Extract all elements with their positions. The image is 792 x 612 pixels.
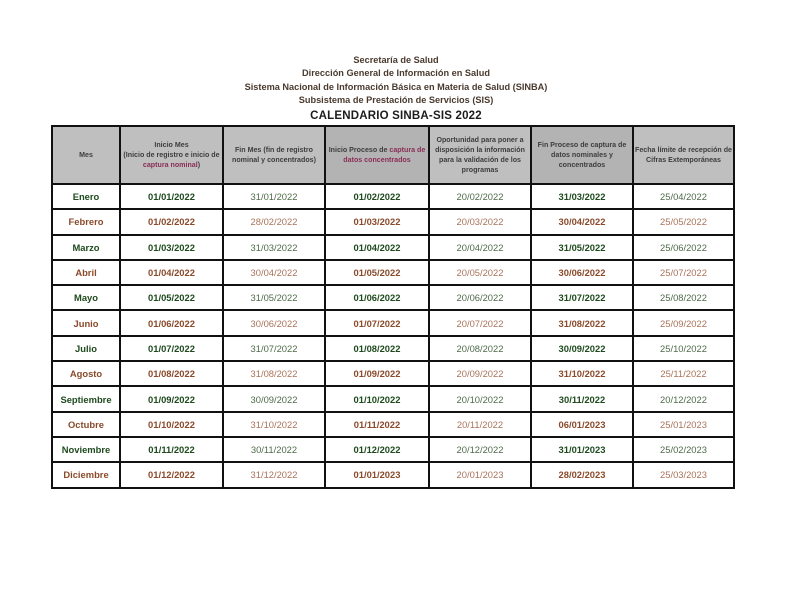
col-header-fin-proceso: Fin Proceso de captura de datos nominales y concentrados [531, 126, 633, 184]
cell-inicio-mes: 01/09/2022 [120, 386, 223, 411]
cell-fin-proceso: 31/10/2022 [531, 361, 633, 386]
table-row [52, 209, 734, 234]
cell-fecha-limite: 25/07/2022 [633, 260, 734, 285]
cell-oportunidad: 20/09/2022 [429, 361, 531, 386]
cell-oportunidad: 20/12/2022 [429, 437, 531, 462]
col-header-inicio-desc: (Inicio de registro e inicio de [123, 151, 220, 159]
cell-inicio-mes: 01/08/2022 [120, 361, 223, 386]
col-header-inicio-mes [120, 126, 223, 184]
cell-inicio-proceso: 01/10/2022 [325, 386, 429, 411]
cell-mes: Mayo [52, 285, 120, 310]
cell-inicio-proceso: 01/02/2022 [325, 184, 429, 209]
cell-fin-proceso: 31/03/2022 [531, 184, 633, 209]
cell-fin-proceso: 31/07/2022 [531, 285, 633, 310]
cell-fin-mes: 31/07/2022 [223, 336, 325, 361]
cell-fin-mes: 30/04/2022 [223, 260, 325, 285]
cell-inicio-mes: 01/03/2022 [120, 235, 223, 260]
cell-oportunidad: 20/02/2022 [429, 184, 531, 209]
cell-oportunidad: 20/06/2022 [429, 285, 531, 310]
cell-mes: Febrero [52, 209, 120, 234]
cell-fecha-limite: 25/10/2022 [633, 336, 734, 361]
table-row [52, 437, 734, 462]
cell-fin-mes: 31/03/2022 [223, 235, 325, 260]
cell-inicio-proceso: 01/04/2022 [325, 235, 429, 260]
col-header-proceso-highlight: captura de datos concentrados [343, 146, 426, 164]
cell-fecha-limite: 25/09/2022 [633, 310, 734, 335]
header-line-1: Secretaría de Salud [353, 55, 439, 65]
cell-fin-mes: 31/10/2022 [223, 412, 325, 437]
table-row [52, 310, 734, 335]
cell-mes: Junio [52, 310, 120, 335]
cell-fecha-limite: 25/04/2022 [633, 184, 734, 209]
table-row [52, 285, 734, 310]
cell-inicio-proceso: 01/07/2022 [325, 310, 429, 335]
cell-fecha-limite: 25/11/2022 [633, 361, 734, 386]
col-header-inicio-proceso [325, 126, 429, 184]
cell-mes: Abril [52, 260, 120, 285]
cell-fin-mes: 31/01/2022 [223, 184, 325, 209]
cell-fin-mes: 28/02/2022 [223, 209, 325, 234]
calendar-table [51, 125, 735, 489]
cell-mes: Marzo [52, 235, 120, 260]
cell-oportunidad: 20/01/2023 [429, 462, 531, 487]
cell-inicio-proceso: 01/06/2022 [325, 285, 429, 310]
cell-fin-mes: 30/11/2022 [223, 437, 325, 462]
cell-fin-proceso: 30/09/2022 [531, 336, 633, 361]
document-title: CALENDARIO SINBA-SIS 2022 [310, 109, 482, 122]
cell-fin-proceso: 31/01/2023 [531, 437, 633, 462]
header-line-4: Subsistema de Prestación de Servicios (SIS) [298, 95, 494, 106]
cell-inicio-mes: 01/05/2022 [120, 285, 223, 310]
cell-fecha-limite: 20/12/2022 [633, 386, 734, 411]
cell-fin-mes: 31/05/2022 [223, 285, 325, 310]
cell-inicio-proceso: 01/03/2022 [325, 209, 429, 234]
cell-oportunidad: 20/08/2022 [429, 336, 531, 361]
cell-fin-proceso: 30/11/2022 [531, 386, 633, 411]
cell-inicio-mes: 01/01/2022 [120, 184, 223, 209]
cell-fecha-limite: 25/03/2023 [633, 462, 734, 487]
cell-inicio-mes: 01/12/2022 [120, 462, 223, 487]
col-header-oportunidad: Oportunidad para poner a disposición la información para la validación de los programas [429, 126, 531, 184]
table-row [52, 361, 734, 386]
cell-oportunidad: 20/05/2022 [429, 260, 531, 285]
cell-inicio-mes: 01/04/2022 [120, 260, 223, 285]
header-line-2: Dirección General de Información en Salud [302, 68, 490, 79]
header-line-3: Sistema Nacional de Información Básica en Materia de Salud (SINBA) [244, 81, 548, 92]
cell-mes: Agosto [52, 361, 120, 386]
cell-mes: Julio [52, 336, 120, 361]
col-header-proceso-text: Inicio Proceso de [328, 146, 388, 154]
cell-inicio-mes: 01/02/2022 [120, 209, 223, 234]
cell-inicio-proceso: 01/08/2022 [325, 336, 429, 361]
table-header-row [52, 126, 734, 184]
cell-inicio-mes: 01/10/2022 [120, 412, 223, 437]
cell-inicio-proceso: 01/05/2022 [325, 260, 429, 285]
cell-inicio-proceso: 01/09/2022 [325, 361, 429, 386]
col-header-fecha-limite: Fecha límite de recepción de Cifras Extemporáneas [633, 126, 734, 184]
cell-oportunidad: 20/07/2022 [429, 310, 531, 335]
cell-fecha-limite: 25/01/2023 [633, 412, 734, 437]
cell-fin-proceso: 06/01/2023 [531, 412, 633, 437]
cell-oportunidad: 20/04/2022 [429, 235, 531, 260]
cell-inicio-mes: 01/07/2022 [120, 336, 223, 361]
cell-inicio-mes: 01/11/2022 [120, 437, 223, 462]
cell-fecha-limite: 25/06/2022 [633, 235, 734, 260]
table-row [52, 386, 734, 411]
table-row [52, 462, 734, 487]
document-header [0, 54, 792, 122]
table-row [52, 260, 734, 285]
cell-mes: Enero [52, 184, 120, 209]
table-row [52, 184, 734, 209]
cell-fin-proceso: 31/05/2022 [531, 235, 633, 260]
cell-mes: Diciembre [52, 462, 120, 487]
cell-fin-proceso: 28/02/2023 [531, 462, 633, 487]
cell-fin-proceso: 31/08/2022 [531, 310, 633, 335]
col-header-inicio-title: Inicio Mes [154, 141, 189, 149]
cell-oportunidad: 20/11/2022 [429, 412, 531, 437]
cell-fecha-limite: 25/05/2022 [633, 209, 734, 234]
cell-fecha-limite: 25/02/2023 [633, 437, 734, 462]
cell-oportunidad: 20/03/2022 [429, 209, 531, 234]
table-row [52, 336, 734, 361]
cell-oportunidad: 20/10/2022 [429, 386, 531, 411]
cell-fin-mes: 30/06/2022 [223, 310, 325, 335]
cell-mes: Septiembre [52, 386, 120, 411]
cell-inicio-mes: 01/06/2022 [120, 310, 223, 335]
cell-inicio-proceso: 01/01/2023 [325, 462, 429, 487]
col-header-inicio-close: ) [197, 161, 201, 169]
cell-mes: Noviembre [52, 437, 120, 462]
cell-inicio-proceso: 01/12/2022 [325, 437, 429, 462]
col-header-mes: Mes [52, 126, 120, 184]
cell-fin-proceso: 30/04/2022 [531, 209, 633, 234]
cell-inicio-proceso: 01/11/2022 [325, 412, 429, 437]
cell-fin-proceso: 30/06/2022 [531, 260, 633, 285]
cell-fin-mes: 31/12/2022 [223, 462, 325, 487]
col-header-fin-mes: Fin Mes (fin de registro nominal y concentrados) [223, 126, 325, 184]
cell-mes: Octubre [52, 412, 120, 437]
col-header-inicio-highlight: captura nominal [142, 161, 198, 169]
table-row [52, 412, 734, 437]
cell-fin-mes: 30/09/2022 [223, 386, 325, 411]
cell-fecha-limite: 25/08/2022 [633, 285, 734, 310]
cell-fin-mes: 31/08/2022 [223, 361, 325, 386]
table-row [52, 235, 734, 260]
